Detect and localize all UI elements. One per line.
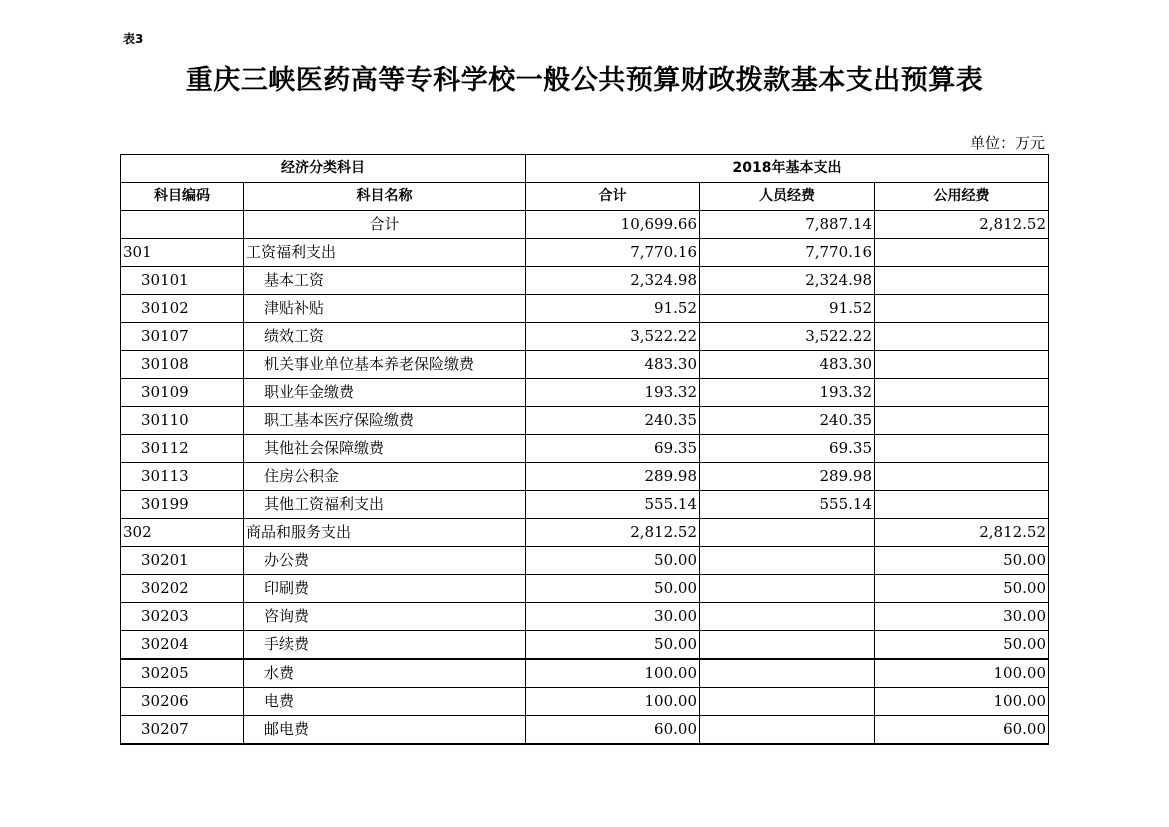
row-total: 50.00 — [526, 547, 700, 575]
subject-code: 30109 — [121, 379, 244, 407]
subject-code: 30203 — [121, 603, 244, 631]
page-title: 重庆三峡医药高等专科学校一般公共预算财政拨款基本支出预算表 — [185, 65, 984, 96]
row-total: 100.00 — [526, 659, 700, 688]
row-public — [875, 267, 1049, 295]
row-personnel: 289.98 — [700, 463, 875, 491]
subject-name: 津贴补贴 — [244, 295, 526, 323]
subject-code: 30206 — [121, 688, 244, 716]
subject-name: 工资福利支出 — [244, 239, 526, 267]
subject-name: 商品和服务支出 — [244, 519, 526, 547]
row-personnel: 193.32 — [700, 379, 875, 407]
subject-code: 30101 — [121, 267, 244, 295]
total-sum: 10,699.66 — [526, 211, 700, 239]
subject-name: 办公费 — [244, 547, 526, 575]
row-personnel — [700, 631, 875, 660]
row-total: 50.00 — [526, 631, 700, 660]
header-economic-category: 经济分类科目 — [121, 155, 526, 183]
budget-table — [120, 154, 1049, 745]
subject-code: 302 — [121, 519, 244, 547]
subject-code: 30112 — [121, 435, 244, 463]
row-personnel: 483.30 — [700, 351, 875, 379]
subject-name: 其他工资福利支出 — [244, 491, 526, 519]
table-row — [121, 491, 1049, 519]
row-public — [875, 239, 1049, 267]
row-public — [875, 491, 1049, 519]
row-personnel — [700, 519, 875, 547]
subject-name: 住房公积金 — [244, 463, 526, 491]
row-personnel — [700, 547, 875, 575]
table-row — [121, 688, 1049, 716]
row-personnel — [700, 659, 875, 688]
header-subject-name: 科目名称 — [244, 183, 526, 211]
row-personnel: 91.52 — [700, 295, 875, 323]
subject-name: 其他社会保障缴费 — [244, 435, 526, 463]
table-row — [121, 239, 1049, 267]
row-personnel: 240.35 — [700, 407, 875, 435]
row-public — [875, 295, 1049, 323]
subject-code: 30205 — [121, 659, 244, 688]
table-row — [121, 407, 1049, 435]
row-personnel: 555.14 — [700, 491, 875, 519]
subject-name: 水费 — [244, 659, 526, 688]
row-public: 100.00 — [875, 659, 1049, 688]
table-row — [121, 267, 1049, 295]
table-row — [121, 547, 1049, 575]
row-total: 3,522.22 — [526, 323, 700, 351]
table-row — [121, 631, 1049, 660]
total-code-cell — [121, 211, 244, 239]
row-total: 555.14 — [526, 491, 700, 519]
table-row — [121, 351, 1049, 379]
subject-code: 30207 — [121, 716, 244, 745]
table-row — [121, 519, 1049, 547]
table-row — [121, 603, 1049, 631]
row-total: 69.35 — [526, 435, 700, 463]
row-total: 289.98 — [526, 463, 700, 491]
row-total: 2,324.98 — [526, 267, 700, 295]
row-public: 50.00 — [875, 631, 1049, 660]
row-public: 100.00 — [875, 688, 1049, 716]
subject-name: 邮电费 — [244, 716, 526, 745]
row-public — [875, 351, 1049, 379]
subject-code: 30113 — [121, 463, 244, 491]
row-personnel — [700, 688, 875, 716]
subject-code: 30102 — [121, 295, 244, 323]
subject-name: 职工基本医疗保险缴费 — [244, 407, 526, 435]
subject-name: 电费 — [244, 688, 526, 716]
subject-code: 30201 — [121, 547, 244, 575]
subject-name: 机关事业单位基本养老保险缴费 — [244, 351, 526, 379]
row-personnel — [700, 603, 875, 631]
row-personnel — [700, 716, 875, 745]
row-personnel: 2,324.98 — [700, 267, 875, 295]
header-column-row — [121, 183, 1049, 211]
total-personnel: 7,887.14 — [700, 211, 875, 239]
row-public: 2,812.52 — [875, 519, 1049, 547]
table-row — [121, 575, 1049, 603]
row-public — [875, 435, 1049, 463]
subject-name: 职业年金缴费 — [244, 379, 526, 407]
row-total: 60.00 — [526, 716, 700, 745]
row-public: 60.00 — [875, 716, 1049, 745]
table-row — [121, 716, 1049, 745]
subject-name: 印刷费 — [244, 575, 526, 603]
row-total: 483.30 — [526, 351, 700, 379]
row-total: 2,812.52 — [526, 519, 700, 547]
table-row — [121, 463, 1049, 491]
table-row — [121, 295, 1049, 323]
row-personnel: 69.35 — [700, 435, 875, 463]
row-public — [875, 379, 1049, 407]
row-total: 193.32 — [526, 379, 700, 407]
row-personnel — [700, 575, 875, 603]
row-total: 50.00 — [526, 575, 700, 603]
subject-name: 绩效工资 — [244, 323, 526, 351]
subject-name: 咨询费 — [244, 603, 526, 631]
header-subject-code: 科目编码 — [121, 183, 244, 211]
table-row — [121, 323, 1049, 351]
header-basic-expenditure-2018: 2018年基本支出 — [526, 155, 1049, 183]
row-total: 30.00 — [526, 603, 700, 631]
subject-code: 301 — [121, 239, 244, 267]
row-total: 100.00 — [526, 688, 700, 716]
row-public: 50.00 — [875, 547, 1049, 575]
row-public: 30.00 — [875, 603, 1049, 631]
subject-name: 手续费 — [244, 631, 526, 660]
row-public: 50.00 — [875, 575, 1049, 603]
header-personnel-expense: 人员经费 — [700, 183, 875, 211]
table-number: 表3 — [123, 32, 144, 46]
total-public: 2,812.52 — [875, 211, 1049, 239]
table-row — [121, 379, 1049, 407]
row-personnel: 7,770.16 — [700, 239, 875, 267]
row-public — [875, 463, 1049, 491]
header-group-row — [121, 155, 1049, 183]
header-public-expense: 公用经费 — [875, 183, 1049, 211]
subject-code: 30202 — [121, 575, 244, 603]
row-total: 7,770.16 — [526, 239, 700, 267]
subject-code: 30204 — [121, 631, 244, 660]
row-personnel: 3,522.22 — [700, 323, 875, 351]
unit-label: 单位：万元 — [969, 134, 1045, 152]
total-label: 合计 — [244, 211, 526, 239]
row-total: 240.35 — [526, 407, 700, 435]
subject-name: 基本工资 — [244, 267, 526, 295]
row-total: 91.52 — [526, 295, 700, 323]
row-public — [875, 407, 1049, 435]
table-row — [121, 435, 1049, 463]
subject-code: 30110 — [121, 407, 244, 435]
subject-code: 30199 — [121, 491, 244, 519]
subject-code: 30108 — [121, 351, 244, 379]
table-row — [121, 659, 1049, 688]
header-total: 合计 — [526, 183, 700, 211]
total-row — [121, 211, 1049, 239]
subject-code: 30107 — [121, 323, 244, 351]
row-public — [875, 323, 1049, 351]
